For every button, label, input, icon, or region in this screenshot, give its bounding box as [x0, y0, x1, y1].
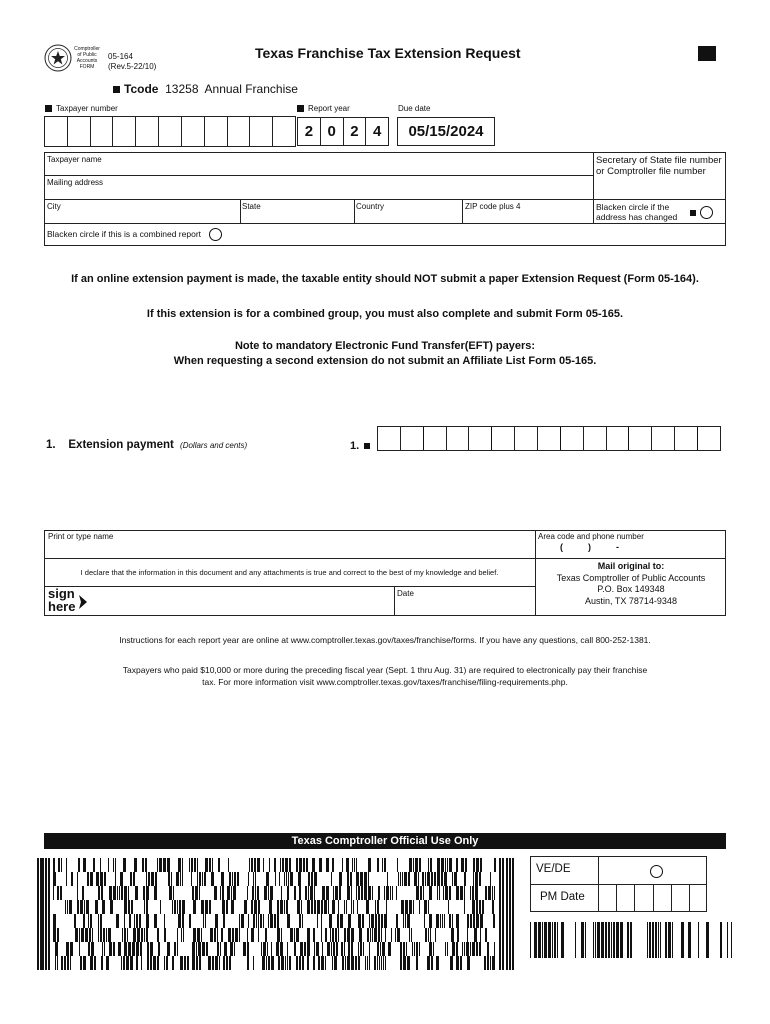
eft-note-text: When requesting a second extension do not submit an Affiliate List Form 05-165.	[173, 355, 597, 367]
combined-report-row: Blacken circle if this is a combined report	[47, 228, 222, 241]
address-changed-checkbox[interactable]	[690, 204, 713, 222]
city-field[interactable]: City	[47, 202, 61, 211]
combined-group-notice: If this extension is for a combined group, you must also complete and submit Form 05-165.	[146, 308, 624, 320]
taxpayer-number-label: Taxpayer number	[45, 104, 118, 113]
state-field[interactable]: State	[242, 202, 261, 211]
report-year-digit: 0	[321, 118, 344, 145]
instructions-line: Instructions for each report year are online at www.comptroller.texas.gov/taxes/franchise/forms. If you have any questions, call 800-252-1381.	[119, 635, 651, 645]
sos-file-number-field[interactable]: Secretary of State file number or Comptroller file number	[596, 155, 722, 177]
extension-payment-label: 1. Extension payment (Dollars and cents)	[46, 439, 248, 451]
date-field[interactable]: Date	[397, 589, 414, 598]
mailing-address-field[interactable]: Mailing address	[47, 178, 104, 187]
combined-report-checkbox[interactable]	[209, 228, 222, 241]
pm-date-field[interactable]	[598, 885, 707, 912]
taxpayer-number-input[interactable]	[44, 116, 296, 147]
mailing-instructions: Mail original to: Texas Comptroller of Public Accounts P.O. Box 149348 Austin, TX 78714-9348	[556, 561, 706, 606]
declaration-text: I declare that the information in this document and any attachments is true and correct to the best of my knowledge and belief.	[80, 568, 499, 577]
due-date-field[interactable]: 05/15/2024	[397, 117, 495, 146]
agency-name: Comptroller of Public Accounts FORM	[74, 46, 100, 70]
extension-payment-input[interactable]	[377, 426, 721, 451]
address-changed-label: Blacken circle if the address has changed	[596, 202, 678, 222]
official-use-banner: Texas Comptroller Official Use Only	[44, 833, 726, 849]
phone-label: Area code and phone number	[538, 532, 644, 541]
phone-field[interactable]: ( ) -	[560, 542, 620, 552]
print-name-field[interactable]: Print or type name	[48, 532, 114, 541]
eft-requirement-text: Taxpayers who paid $10,000 or more during the preceding fiscal year (Sept. 1 thru Aug. 31) are required to electronically pay their franchise tax. For more information visit www.comptroller.texas.gov/taxes/franchise/filing-requirements.php.	[122, 665, 648, 687]
report-year-digit: 4	[372, 123, 382, 140]
online-payment-notice: If an online extension payment is made, the taxable entity should NOT submit a paper Extension Request (Form 05-164).	[71, 273, 699, 285]
eft-note-title: Note to mandatory Electronic Fund Transfer(EFT) payers:	[234, 340, 536, 352]
form-title: Texas Franchise Tax Extension Request	[255, 45, 521, 61]
report-year-digit: 2	[344, 118, 367, 145]
form-number: 05-164 (Rev.5-22/10)	[108, 52, 157, 71]
pm-date-label: PM Date	[540, 891, 585, 903]
report-year-label: Report year	[297, 104, 350, 113]
vede-checkbox[interactable]	[650, 863, 663, 881]
signature-field[interactable]	[90, 588, 392, 614]
due-date-label: Due date	[398, 104, 431, 113]
tcode-line: Tcode 13258 Annual Franchise	[113, 82, 298, 96]
country-field[interactable]: Country	[356, 202, 385, 211]
sign-arrow-icon	[79, 595, 87, 614]
vede-label: VE/DE	[536, 863, 571, 875]
corner-marker	[698, 46, 716, 61]
report-year-field[interactable]	[297, 117, 389, 146]
zip-field[interactable]: ZIP code plus 4	[465, 202, 521, 211]
taxpayer-name-field[interactable]: Taxpayer name	[47, 155, 102, 164]
barcode-1d	[530, 922, 734, 958]
sign-here-label: sign here	[48, 586, 76, 614]
comptroller-seal-icon	[44, 44, 72, 72]
barcode-2d	[37, 858, 515, 970]
report-year-digit: 2	[298, 118, 321, 145]
payment-field-number: 1.	[350, 440, 374, 452]
